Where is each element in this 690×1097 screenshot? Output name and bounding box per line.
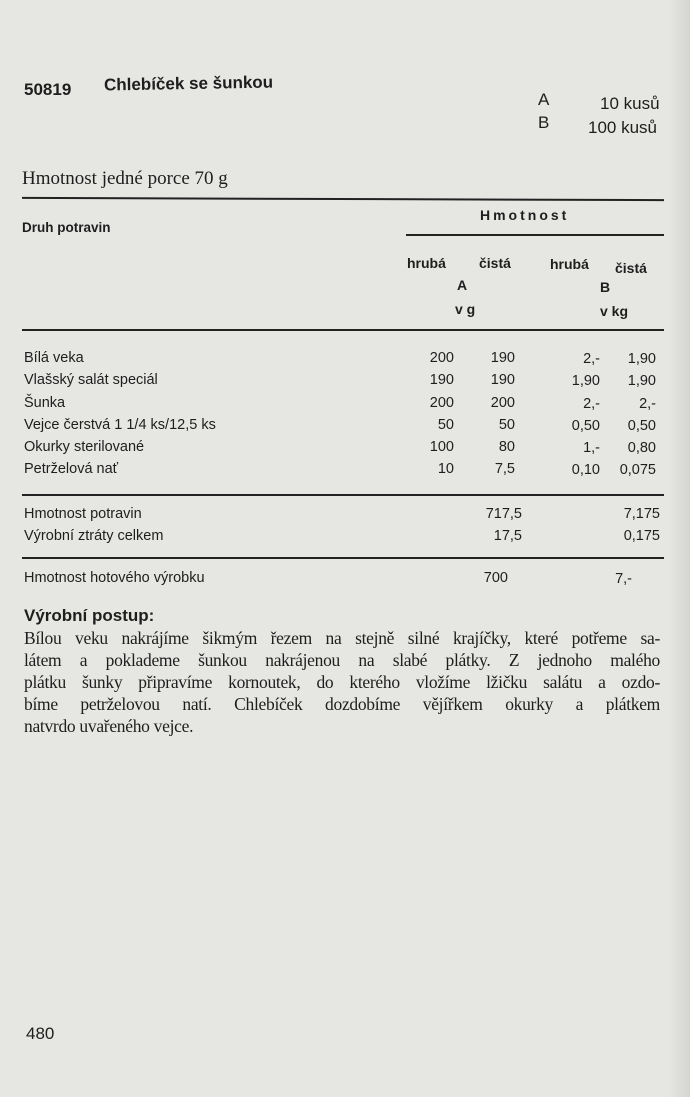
procedure-line: plátku šunky připravíme kornoutek, do kterého vložíme lžičku salátu a ozdo-	[24, 672, 660, 692]
yield-a-key: A	[538, 90, 550, 109]
subheader-gross-b: hrubá	[550, 256, 589, 272]
loss-a: 17,5	[493, 528, 522, 544]
divider	[22, 329, 664, 331]
ingredient-name: Vejce čerstvá 1 1/4 ks/12,5 ks	[24, 417, 216, 433]
procedure-line: látem a poklademe šunkou nakrájenou na slabé plátky. Z jednoho malého	[24, 650, 660, 670]
ingredient-value: 200	[490, 395, 515, 411]
total-b: 7,175	[623, 506, 660, 522]
ingredient-value: 1,90	[571, 373, 600, 389]
ingredient-value: 0,80	[627, 440, 656, 456]
ingredient-value: 200	[429, 350, 454, 366]
subheader-net-b: čistá	[615, 260, 647, 276]
ingredient-value: 0,50	[571, 418, 600, 434]
final-label: Hmotnost hotového výrobku	[24, 570, 205, 586]
ingredient-value: 50	[498, 417, 515, 433]
ingredient-value: 2,-	[639, 396, 656, 412]
ingredient-name: Vlašský salát speciál	[24, 372, 158, 388]
ingredient-name: Bílá veka	[24, 350, 84, 366]
divider	[22, 197, 664, 201]
subheader-gross-a: hrubá	[407, 255, 446, 271]
unit-b: v kg	[600, 303, 629, 319]
yield-b-value: 100 kusů	[588, 118, 657, 137]
loss-b: 0,175	[623, 528, 660, 544]
ingredient-name: Petrželová nať	[24, 461, 119, 477]
ingredient-value: 200	[429, 395, 454, 411]
yield-a-value: 10 kusů	[600, 94, 660, 113]
ingredient-value: 190	[429, 372, 454, 388]
column-header-weight: Hmotnost	[480, 207, 570, 223]
unit-a-letter: A	[457, 277, 468, 293]
unit-b-letter: B	[600, 279, 611, 295]
portion-weight: Hmotnost jedné porce 70 g	[22, 168, 228, 189]
procedure-text	[24, 627, 660, 737]
page-edge-shadow	[668, 0, 690, 1097]
ingredient-value: 190	[490, 372, 515, 388]
column-header-food: Druh potravin	[22, 220, 111, 235]
loss-label: Výrobní ztráty celkem	[24, 528, 164, 544]
ingredient-value: 50	[437, 417, 454, 433]
ingredient-name: Okurky sterilované	[24, 439, 145, 455]
ingredient-value: 80	[498, 439, 515, 455]
procedure-heading: Výrobní postup:	[24, 606, 155, 625]
page-number: 480	[26, 1024, 55, 1043]
ingredient-value: 1,-	[583, 440, 600, 456]
yield-b-key: B	[538, 113, 550, 132]
divider	[22, 557, 664, 559]
ingredient-value: 2,-	[583, 351, 600, 367]
ingredient-value: 10	[437, 461, 454, 477]
ingredient-value: 7,5	[494, 461, 515, 477]
ingredient-value: 100	[429, 439, 454, 455]
ingredient-value: 0,10	[571, 462, 600, 478]
total-a: 717,5	[485, 506, 522, 522]
unit-a: v g	[455, 301, 476, 317]
final-a: 700	[483, 570, 508, 586]
divider	[22, 494, 664, 496]
ingredient-name: Šunka	[24, 395, 66, 411]
ingredient-value: 1,90	[627, 351, 656, 367]
ingredient-value: 2,-	[583, 396, 600, 412]
ingredient-value: 0,50	[627, 418, 656, 434]
ingredient-value: 0,075	[619, 462, 656, 478]
recipe-code: 50819	[24, 80, 72, 99]
ingredient-value: 190	[490, 350, 515, 366]
ingredient-value: 1,90	[627, 373, 656, 389]
procedure-line: Bílou veku nakrájíme šikmým řezem na stejně silné krajíčky, které potřeme sa-	[24, 628, 660, 648]
final-b: 7,-	[615, 571, 632, 587]
divider	[406, 234, 664, 236]
procedure-line: natvrdo uvařeného vejce.	[24, 716, 194, 736]
subheader-net-a: čistá	[479, 255, 511, 271]
total-label: Hmotnost potravin	[24, 506, 142, 522]
recipe-title: Chlebíček se šunkou	[103, 72, 274, 95]
procedure-line: bíme petrželovou natí. Chlebíček dozdobíme vějířkem okurky a plátkem	[24, 694, 660, 714]
